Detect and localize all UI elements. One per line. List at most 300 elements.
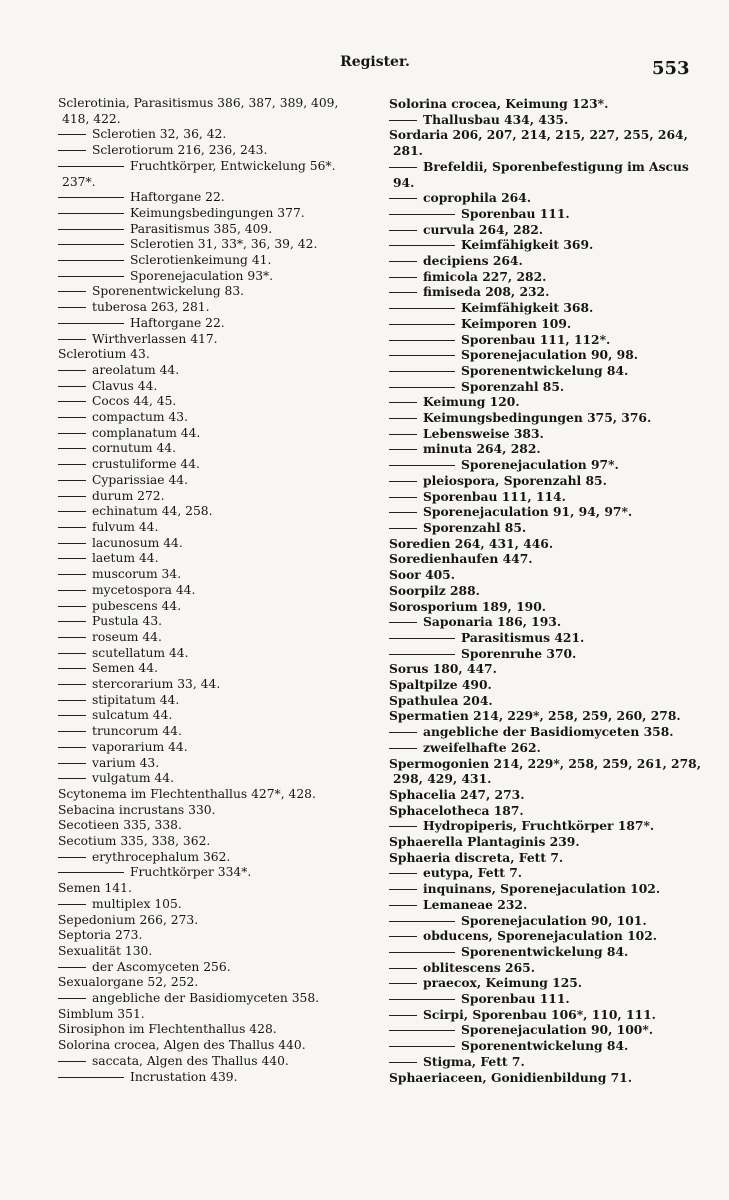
repeat-dash — [389, 622, 417, 623]
index-entry — [389, 175, 715, 191]
repeat-dash — [58, 904, 86, 905]
repeat-dash — [389, 324, 455, 325]
repeat-dash — [58, 621, 86, 622]
index-entry — [58, 583, 380, 599]
index-entry — [58, 975, 380, 991]
repeat-dash — [58, 872, 124, 873]
repeat-dash — [389, 497, 417, 498]
repeat-dash — [389, 418, 417, 419]
index-entry-text: 298, 429, 431. — [393, 771, 492, 787]
index-entry — [389, 159, 715, 175]
index-entry — [389, 551, 715, 567]
repeat-dash — [58, 606, 86, 607]
index-entry — [389, 284, 715, 300]
index-entry — [389, 756, 715, 772]
index-entry-text: durum 272. — [92, 488, 165, 503]
repeat-dash — [389, 449, 417, 450]
page-number: 553 — [652, 58, 690, 79]
index-entry — [389, 1054, 715, 1070]
index-entry-text: Keimfähigkeit 369. — [461, 237, 594, 253]
repeat-dash — [389, 512, 417, 513]
index-entry-text: sulcatum 44. — [92, 708, 173, 723]
index-entry-text: Spaltpilze 490. — [389, 677, 492, 693]
index-entry-text: Pustula 43. — [92, 614, 163, 629]
index-entry — [389, 536, 715, 552]
index-entry-text: Sordaria 206, 207, 214, 215, 227, 255, 264, — [389, 127, 688, 143]
index-entry — [389, 489, 715, 505]
repeat-dash — [58, 323, 124, 324]
repeat-dash — [58, 967, 86, 968]
index-entry-text: Spermogonien 214, 229*, 258, 259, 261, 278, — [389, 755, 701, 771]
index-entry — [58, 1038, 380, 1054]
index-entry — [58, 646, 380, 662]
index-entry-text: varium 43. — [92, 755, 160, 770]
repeat-dash — [58, 386, 86, 387]
index-entry — [389, 457, 715, 473]
index-entry — [389, 787, 715, 803]
index-entry-text: Sporenentwickelung 84. — [461, 362, 629, 378]
repeat-dash — [58, 307, 86, 308]
index-entry-text: Sphacelotheca 187. — [389, 802, 524, 818]
index-entry — [389, 661, 715, 677]
index-entry-text: Keimfähigkeit 368. — [461, 300, 594, 316]
repeat-dash — [58, 166, 124, 167]
index-entry — [389, 897, 715, 913]
repeat-dash — [58, 480, 86, 481]
index-entry-text: erythrocephalum 362. — [92, 849, 231, 864]
index-entry — [58, 159, 380, 175]
repeat-dash — [58, 229, 124, 230]
index-entry-text: multiplex 105. — [92, 896, 182, 911]
index-entry-text: Spermatien 214, 229*, 258, 259, 260, 278. — [389, 708, 681, 724]
index-entry-text: 94. — [393, 174, 415, 190]
index-entry — [58, 269, 380, 285]
repeat-dash — [389, 167, 417, 168]
repeat-dash — [389, 214, 455, 215]
index-entry — [389, 850, 715, 866]
index-entry-text: Sclerotien 31, 33*, 36, 39, 42. — [130, 237, 318, 252]
index-entry — [389, 724, 715, 740]
index-entry-text: Semen 44. — [92, 661, 159, 676]
index-entry-text: Sphacelia 247, 273. — [389, 786, 525, 802]
index-entry-text: Soredienhaufen 447. — [389, 551, 533, 567]
repeat-dash — [389, 889, 417, 890]
index-entry — [389, 190, 715, 206]
index-entry-text: Secotieen 335, 338. — [58, 818, 182, 833]
index-entry — [58, 473, 380, 489]
repeat-dash — [389, 245, 455, 246]
index-entry-text: scutellatum 44. — [92, 645, 189, 660]
index-entry — [58, 300, 380, 316]
repeat-dash — [389, 1062, 417, 1063]
repeat-dash — [389, 261, 417, 262]
repeat-dash — [58, 527, 86, 528]
index-entry-text: truncorum 44. — [92, 724, 182, 739]
index-entry — [58, 394, 380, 410]
repeat-dash — [389, 921, 455, 922]
index-entry-text: 418, 422. — [62, 111, 121, 126]
index-entry — [389, 410, 715, 426]
index-entry-text: minuta 264, 282. — [423, 441, 541, 457]
index-entry — [389, 394, 715, 410]
index-entry-text: Lebensweise 383. — [423, 425, 544, 441]
index-entry-text: zweifelhafte 262. — [423, 739, 541, 755]
repeat-dash — [58, 1061, 86, 1062]
index-entry-text: praecox, Keimung 125. — [423, 975, 583, 991]
repeat-dash — [58, 197, 124, 198]
repeat-dash — [389, 292, 417, 293]
index-entry-text: areolatum 44. — [92, 362, 180, 377]
index-entry-text: Soorpilz 288. — [389, 582, 480, 598]
index-entry — [58, 206, 380, 222]
index-entry — [58, 332, 380, 348]
index-entry — [58, 991, 380, 1007]
repeat-dash — [389, 873, 417, 874]
index-entry-text: Sebacina incrustans 330. — [58, 802, 216, 817]
index-entry — [58, 740, 380, 756]
index-entry-text: Sporenentwickelung 84. — [461, 1038, 629, 1054]
index-entry-text: angebliche der Basidiomyceten 358. — [92, 991, 320, 1006]
index-entry-text: Sphaeria discreta, Fett 7. — [389, 849, 564, 865]
index-entry-text: Sporenejaculation 90, 100*. — [461, 1022, 654, 1038]
index-entry-text: roseum 44. — [92, 629, 162, 644]
index-entry-text: Sclerotiorum 216, 236, 243. — [92, 143, 268, 158]
index-entry-text: angebliche der Basidiomyceten 358. — [423, 724, 674, 740]
index-entry-text: lacunosum 44. — [92, 535, 183, 550]
index-entry-text: Scytonema im Flechtenthallus 427*, 428. — [58, 786, 316, 801]
index-entry-text: Hydropiperis, Fruchtkörper 187*. — [423, 818, 655, 834]
index-entry — [389, 1038, 715, 1054]
repeat-dash — [58, 448, 86, 449]
index-entry — [389, 1070, 715, 1086]
index-entry-text: Brefeldii, Sporenbefestigung im Ascus — [423, 158, 689, 174]
index-entry — [58, 913, 380, 929]
index-entry-text: stercorarium 33, 44. — [92, 677, 221, 692]
repeat-dash — [58, 637, 86, 638]
repeat-dash — [389, 999, 455, 1000]
index-entry — [389, 426, 715, 442]
repeat-dash — [58, 511, 86, 512]
index-entry — [389, 740, 715, 756]
index-entry — [389, 332, 715, 348]
repeat-dash — [389, 481, 417, 482]
index-entry — [58, 944, 380, 960]
index-entry — [58, 803, 380, 819]
index-entry-text: Clavus 44. — [92, 378, 158, 393]
index-entry — [58, 928, 380, 944]
index-entry — [58, 426, 380, 442]
index-entry-text: Thallusbau 434, 435. — [423, 111, 569, 127]
repeat-dash — [389, 198, 417, 199]
index-entry-text: Fruchtkörper 334*. — [130, 865, 252, 880]
index-entry-text: Secotium 335, 338, 362. — [58, 834, 211, 849]
index-entry-text: Sporenbau 111. — [461, 991, 570, 1007]
index-entry — [58, 630, 380, 646]
index-entry-text: 281. — [393, 143, 423, 159]
repeat-dash — [58, 276, 124, 277]
index-entry — [389, 379, 715, 395]
index-entry-text: pleiospora, Sporenzahl 85. — [423, 472, 607, 488]
repeat-dash — [58, 401, 86, 402]
index-entry — [58, 536, 380, 552]
index-entry-text: laetum 44. — [92, 551, 159, 566]
index-entry-text: inquinans, Sporenejaculation 102. — [423, 881, 661, 897]
index-entry — [58, 1054, 380, 1070]
index-entry — [389, 143, 715, 159]
index-entry — [389, 473, 715, 489]
index-entry — [58, 724, 380, 740]
index-entry-text: Soredien 264, 431, 446. — [389, 535, 554, 551]
index-entry — [58, 661, 380, 677]
index-entry-text: fimicola 227, 282. — [423, 268, 547, 284]
index-entry-text: cornutum 44. — [92, 441, 176, 456]
repeat-dash — [58, 731, 86, 732]
repeat-dash — [389, 748, 417, 749]
repeat-dash — [389, 277, 417, 278]
index-entry — [58, 897, 380, 913]
index-entry-text: eutypa, Fett 7. — [423, 865, 523, 881]
index-entry — [58, 441, 380, 457]
repeat-dash — [58, 857, 86, 858]
index-entry-text: Keimung 120. — [423, 394, 520, 410]
index-entry-text: Keimungsbedingungen 375, 376. — [423, 410, 652, 426]
repeat-dash — [389, 936, 417, 937]
index-entry — [389, 944, 715, 960]
repeat-dash — [389, 340, 455, 341]
index-entry-text: Soor 405. — [389, 567, 455, 583]
repeat-dash — [389, 528, 417, 529]
index-entry-text: Parasitismus 385, 409. — [130, 221, 273, 236]
index-entry-text: crustuliforme 44. — [92, 457, 200, 472]
index-entry-text: Sporenruhe 370. — [461, 645, 577, 661]
index-entry — [389, 504, 715, 520]
repeat-dash — [389, 434, 417, 435]
index-entry — [58, 756, 380, 772]
repeat-dash — [58, 1077, 124, 1078]
index-entry-text: Sorosporium 189, 190. — [389, 598, 547, 614]
index-entry-text: Sirosiphon im Flechtenthallus 428. — [58, 1022, 277, 1037]
repeat-dash — [389, 230, 417, 231]
index-entry-text: compactum 43. — [92, 410, 189, 425]
index-entry — [58, 1007, 380, 1023]
index-column-right — [389, 96, 715, 1085]
index-entry — [58, 1022, 380, 1038]
index-entry — [389, 127, 715, 143]
index-entry-text: muscorum 34. — [92, 567, 182, 582]
index-entry — [58, 850, 380, 866]
repeat-dash — [58, 558, 86, 559]
index-entry-text: Solorina crocea, Algen des Thallus 440. — [58, 1038, 306, 1053]
index-entry — [58, 284, 380, 300]
index-entry — [58, 567, 380, 583]
index-entry-text: Keimporen 109. — [461, 315, 572, 331]
index-entry-text: vaporarium 44. — [92, 739, 188, 754]
index-entry-text: Spathulea 204. — [389, 692, 493, 708]
index-entry — [58, 1070, 380, 1086]
index-entry-text: Wirthverlassen 417. — [92, 331, 218, 346]
index-entry — [389, 646, 715, 662]
index-entry-text: der Ascomyceten 256. — [92, 959, 231, 974]
index-entry — [58, 504, 380, 520]
index-entry-text: curvula 264, 282. — [423, 221, 544, 237]
repeat-dash — [389, 371, 455, 372]
index-entry — [58, 316, 380, 332]
index-entry — [58, 347, 380, 363]
index-entry — [389, 614, 715, 630]
index-entry-text: Sporenejaculation 90, 101. — [461, 912, 647, 928]
index-entry — [389, 975, 715, 991]
index-entry — [389, 206, 715, 222]
repeat-dash — [58, 339, 86, 340]
index-entry-text: Sporenbau 111, 112*. — [461, 331, 611, 347]
index-entry-text: Sclerotien 32, 36, 42. — [92, 127, 227, 142]
index-entry-text: Solorina crocea, Keimung 123*. — [389, 96, 609, 111]
index-entry-text: Scirpi, Sporenbau 106*, 110, 111. — [423, 1006, 656, 1022]
index-entry-text: Sporenentwickelung 83. — [92, 284, 245, 299]
index-entry-text: echinatum 44, 258. — [92, 504, 213, 519]
repeat-dash — [58, 763, 86, 764]
index-entry-text: Parasitismus 421. — [461, 629, 585, 645]
index-entry-text: Sexualität 130. — [58, 943, 153, 958]
repeat-dash — [389, 402, 417, 403]
index-entry-text: tuberosa 263, 281. — [92, 300, 210, 315]
index-entry — [58, 457, 380, 473]
index-entry-text: Simblum 351. — [58, 1006, 145, 1021]
index-entry — [389, 567, 715, 583]
index-entry — [58, 363, 380, 379]
index-entry-text: Cocos 44, 45. — [92, 394, 177, 409]
index-entry-text: Incrustation 439. — [130, 1069, 238, 1084]
index-entry — [58, 677, 380, 693]
index-column-left — [58, 96, 380, 1085]
index-entry-text: obducens, Sporenejaculation 102. — [423, 928, 658, 944]
repeat-dash — [58, 653, 86, 654]
repeat-dash — [389, 308, 455, 309]
repeat-dash — [389, 1046, 455, 1047]
index-entry — [389, 818, 715, 834]
index-entry — [389, 300, 715, 316]
index-entry-text: Sporenzahl 85. — [423, 519, 527, 535]
index-entry — [58, 787, 380, 803]
repeat-dash — [58, 700, 86, 701]
index-entry-text: Fruchtkörper, Entwickelung 56*. — [130, 158, 336, 173]
index-entry — [389, 237, 715, 253]
index-entry-text: Sporenzahl 85. — [461, 378, 565, 394]
index-entry — [58, 96, 380, 112]
index-entry-text: decipiens 264. — [423, 253, 523, 269]
index-entry — [58, 489, 380, 505]
index-entry — [389, 771, 715, 787]
index-entry-text: Haftorgane 22. — [130, 190, 225, 205]
index-entry-text: Sepedonium 266, 273. — [58, 912, 199, 927]
repeat-dash — [389, 732, 417, 733]
index-entry-text: Stigma, Fett 7. — [423, 1053, 525, 1069]
repeat-dash — [58, 370, 86, 371]
repeat-dash — [389, 1015, 417, 1016]
repeat-dash — [389, 905, 417, 906]
index-entry-text: 237*. — [62, 174, 96, 189]
repeat-dash — [58, 417, 86, 418]
index-entry-text: Sclerotienkeimung 41. — [130, 253, 272, 268]
index-entry — [389, 253, 715, 269]
repeat-dash — [58, 543, 86, 544]
index-entry-text: Sporenbau 111, 114. — [423, 488, 566, 504]
index-entry — [389, 363, 715, 379]
index-entry-text: complanatum 44. — [92, 425, 201, 440]
repeat-dash — [58, 150, 86, 151]
index-entry — [58, 881, 380, 897]
index-entry-text: Sporenejaculation 90, 98. — [461, 347, 639, 363]
index-entry — [389, 1022, 715, 1038]
repeat-dash — [58, 684, 86, 685]
repeat-dash — [389, 355, 455, 356]
index-entry — [58, 222, 380, 238]
repeat-dash — [58, 668, 86, 669]
index-entry-text: Sorus 180, 447. — [389, 661, 497, 677]
index-entry — [389, 112, 715, 128]
index-entry-text: saccata, Algen des Thallus 440. — [92, 1053, 289, 1068]
index-entry-text: Sphaerella Plantaginis 239. — [389, 834, 580, 850]
index-entry — [58, 379, 380, 395]
index-entry-text: Septoria 273. — [58, 928, 143, 943]
index-entry — [389, 693, 715, 709]
index-entry — [58, 112, 380, 128]
index-entry-text: Sporenejaculation 97*. — [461, 457, 619, 473]
index-entry-text: Sclerotium 43. — [58, 347, 150, 362]
index-entry — [58, 834, 380, 850]
index-entry — [389, 520, 715, 536]
repeat-dash — [389, 654, 455, 655]
index-entry — [58, 960, 380, 976]
index-entry-text: Sporenejaculation 93*. — [130, 268, 274, 283]
repeat-dash — [58, 778, 86, 779]
index-entry — [389, 708, 715, 724]
index-entry — [389, 991, 715, 1007]
index-entry — [389, 928, 715, 944]
index-entry — [58, 708, 380, 724]
repeat-dash — [389, 638, 455, 639]
index-entry — [389, 599, 715, 615]
index-entry — [389, 583, 715, 599]
index-entry — [389, 881, 715, 897]
index-entry-text: Saponaria 186, 193. — [423, 614, 562, 630]
index-entry-text: Sporenentwickelung 84. — [461, 943, 629, 959]
repeat-dash — [389, 387, 455, 388]
index-entry — [389, 960, 715, 976]
index-entry-text: fimiseda 208, 232. — [423, 284, 550, 300]
repeat-dash — [58, 998, 86, 999]
index-entry-text: fulvum 44. — [92, 519, 159, 534]
repeat-dash — [58, 464, 86, 465]
index-entry-text: coprophila 264. — [423, 190, 532, 206]
index-entry — [58, 253, 380, 269]
repeat-dash — [389, 826, 417, 827]
index-entry — [58, 551, 380, 567]
repeat-dash — [58, 433, 86, 434]
index-entry — [58, 614, 380, 630]
index-entry-text: Sclerotinia, Parasitismus 386, 387, 389, 409, — [58, 96, 339, 110]
running-header-title: Register. — [340, 54, 410, 70]
repeat-dash — [389, 968, 417, 969]
index-entry — [58, 175, 380, 191]
repeat-dash — [58, 134, 86, 135]
index-entry — [389, 96, 715, 112]
index-entry-text: stipitatum 44. — [92, 692, 180, 707]
index-entry-text: Keimungsbedingungen 377. — [130, 205, 305, 220]
index-entry — [58, 865, 380, 881]
index-entry-text: vulgatum 44. — [92, 771, 174, 786]
repeat-dash — [58, 213, 124, 214]
